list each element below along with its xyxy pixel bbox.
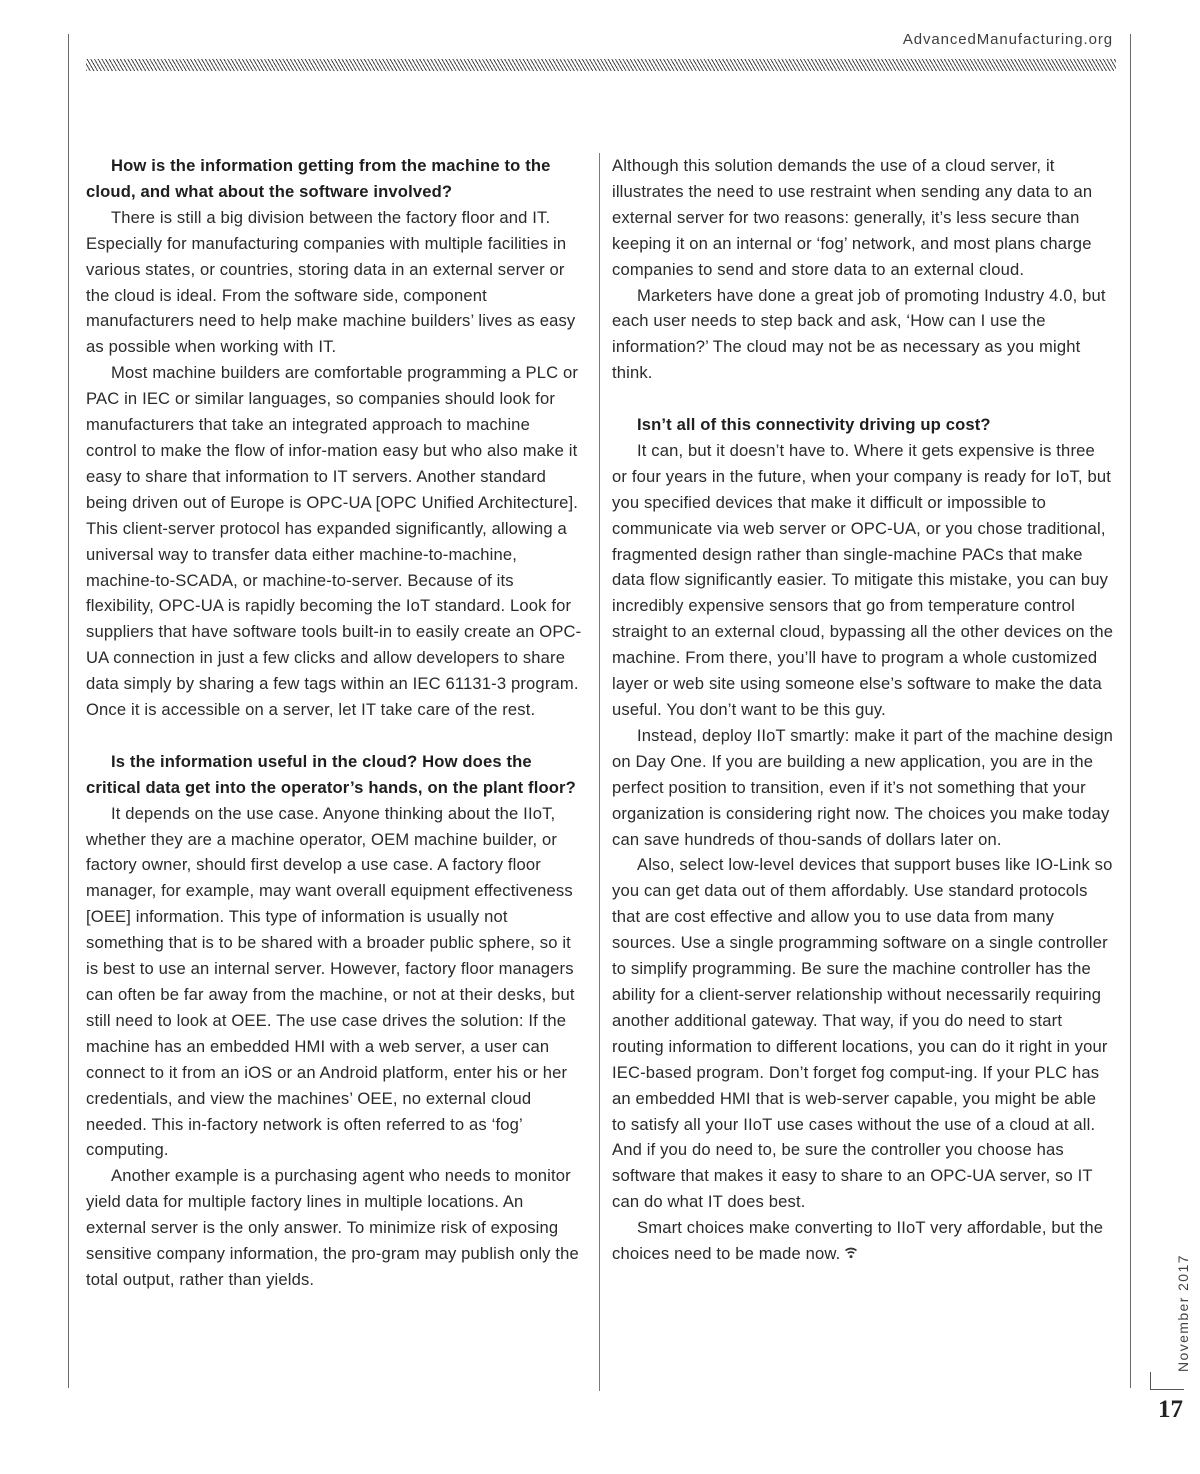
paragraph: Most machine builders are comfortable programming a PLC or PAC in IEC or similar languages, so companies should look for manufacturers that take an integrated approach to machine control to make the flow of infor-mation easy but who also make it easy to share that information to IT servers. Another standard being driven out of Europe is OPC-UA [OPC Unified Architecture]. This client-server protocol has expanded significantly, allowing a universal way to transfer data either machine-to-machine, machine-to-SCADA, or machine-to-server. Because of its flexibility, OPC-UA is rapidly becoming the IoT standard. Look for suppliers that have software tools built-in to easily create an OPC-UA connection in just a few clicks and allow developers to share data simply by sharing a few tags within an IEC 61131-3 program. Once it is accessible on a server, let IT take care of the rest.: [86, 363, 582, 720]
left-margin-rule: [68, 34, 69, 1388]
question-heading: How is the information getting from the machine to the cloud, and what about the software involved?: [86, 156, 551, 201]
closing-text: Smart choices make converting to IIoT very affordable, but the choices need to be made now.: [612, 1218, 1104, 1264]
paragraph: Marketers have done a great job of promoting Industry 4.0, but each user needs to step back and ask, ‘How can I use the information?’ The cloud may not be as necessary as you might think.: [612, 285, 1106, 383]
question-heading: Isn’t all of this connectivity driving up cost?: [637, 415, 991, 435]
paragraph: It can, but it doesn’t have to. Where it gets expensive is three or four years in the future, when your company is ready for IoT, but you specified devices that make it difficult or impossible to communicate via web server or OPC-UA, or you chose traditional, fragmented design rather than single-machine PACs that make data flow significantly easier. To mitigate this mistake, you can buy incredibly expensive sensors that go from temperature control straight to an external cloud, bypassing all the other devices on the machine. From there, you’ll have to program a whole customized layer or web site using someone else’s software to make the data useful. You don’t want to be this guy.: [612, 440, 1114, 720]
paragraph: Although this solution demands the use of a cloud server, it illustrates the need to use restraint when sending any data to an external server for two reasons: generally, it’s less secure than keeping it on an internal or ‘fog’ network, and most plans charge companies to send and store data to an external cloud.: [612, 156, 1093, 279]
header-hatch-bar: [86, 59, 1116, 71]
left-column: [86, 153, 584, 1293]
issue-date: November 2017: [1175, 1254, 1191, 1372]
site-url: AdvancedManufacturing.org: [902, 31, 1113, 48]
question-heading: Is the information useful in the cloud? How does the critical data get into the operator’s hands, on the plant floor?: [86, 751, 576, 797]
right-column: [612, 153, 1114, 1267]
paragraph: Also, select low-level devices that support buses like IO-Link so you can get data out of them affordably. Use standard protocols that are cost effective and allow you to use data from many sources. Use a single programming software on a single controller to simplify programming. Be sure the machine controller has the ability for a client-server relationship without necessarily requiring another additional gateway. That way, if you do need to start routing information to different locations, you can do it right in your IEC-based program. Don’t forget fog comput-ing. If your PLC has an embedded HMI that is web-server capable, you might be able to satisfy all your IIoT use cases without the use of a cloud at all. And if you do need to, be sure the controller you choose has software that makes it easy to share to an OPC-UA server, so IT can do what IT does best.: [612, 855, 1113, 1212]
closing-paragraph: [612, 1215, 1114, 1267]
column-divider: [599, 153, 600, 1391]
page-number: 17: [1158, 1396, 1183, 1423]
wifi-end-icon: [844, 1246, 858, 1260]
paragraph: There is still a big division between the factory floor and IT. Especially for manufacturing companies with multiple facilities in various states, or countries, storing data in an external server or the cloud is ideal. From the software side, component manufacturers need to help make machine builders’ lives as easy as possible when working with IT.: [86, 207, 576, 357]
right-margin-rule: [1130, 34, 1131, 1388]
paragraph: It depends on the use case. Anyone thinking about the IIoT, whether they are a machine operator, OEM machine builder, or factory owner, should first develop a use case. A factory floor manager, for example, may want overall equipment effectiveness [OEE] information. This type of information is usually not something that is to be shared with a broader public sphere, so it is best to use an internal server. However, factory floor managers can often be far away from the machine, or not at their desks, but still need to look at OEE. The use case drives the solution: If the machine has an embedded HMI with a web server, a user can connect to it from an iOS or an Android platform, enter his or her credentials, and view the machines’ OEE, no external cloud needed. This in-factory network is often referred to as ‘fog’ computing.: [86, 803, 575, 1160]
page-number-rule: [1150, 1389, 1184, 1390]
page-number-rule-v: [1150, 1372, 1151, 1389]
paragraph: Instead, deploy IIoT smartly: make it part of the machine design on Day One. If you are building a new application, you are in the perfect position to transition, even if it’s not something that your organization is considering right now. The choices you make today can save hundreds of thou-sands of dollars later on.: [612, 725, 1113, 849]
paragraph: Another example is a purchasing agent who needs to monitor yield data for multiple factory lines in multiple locations. An external server is the only answer. To minimize risk of exposing sensitive company information, the pro-gram may publish only the total output, rather than yields.: [86, 1166, 579, 1289]
